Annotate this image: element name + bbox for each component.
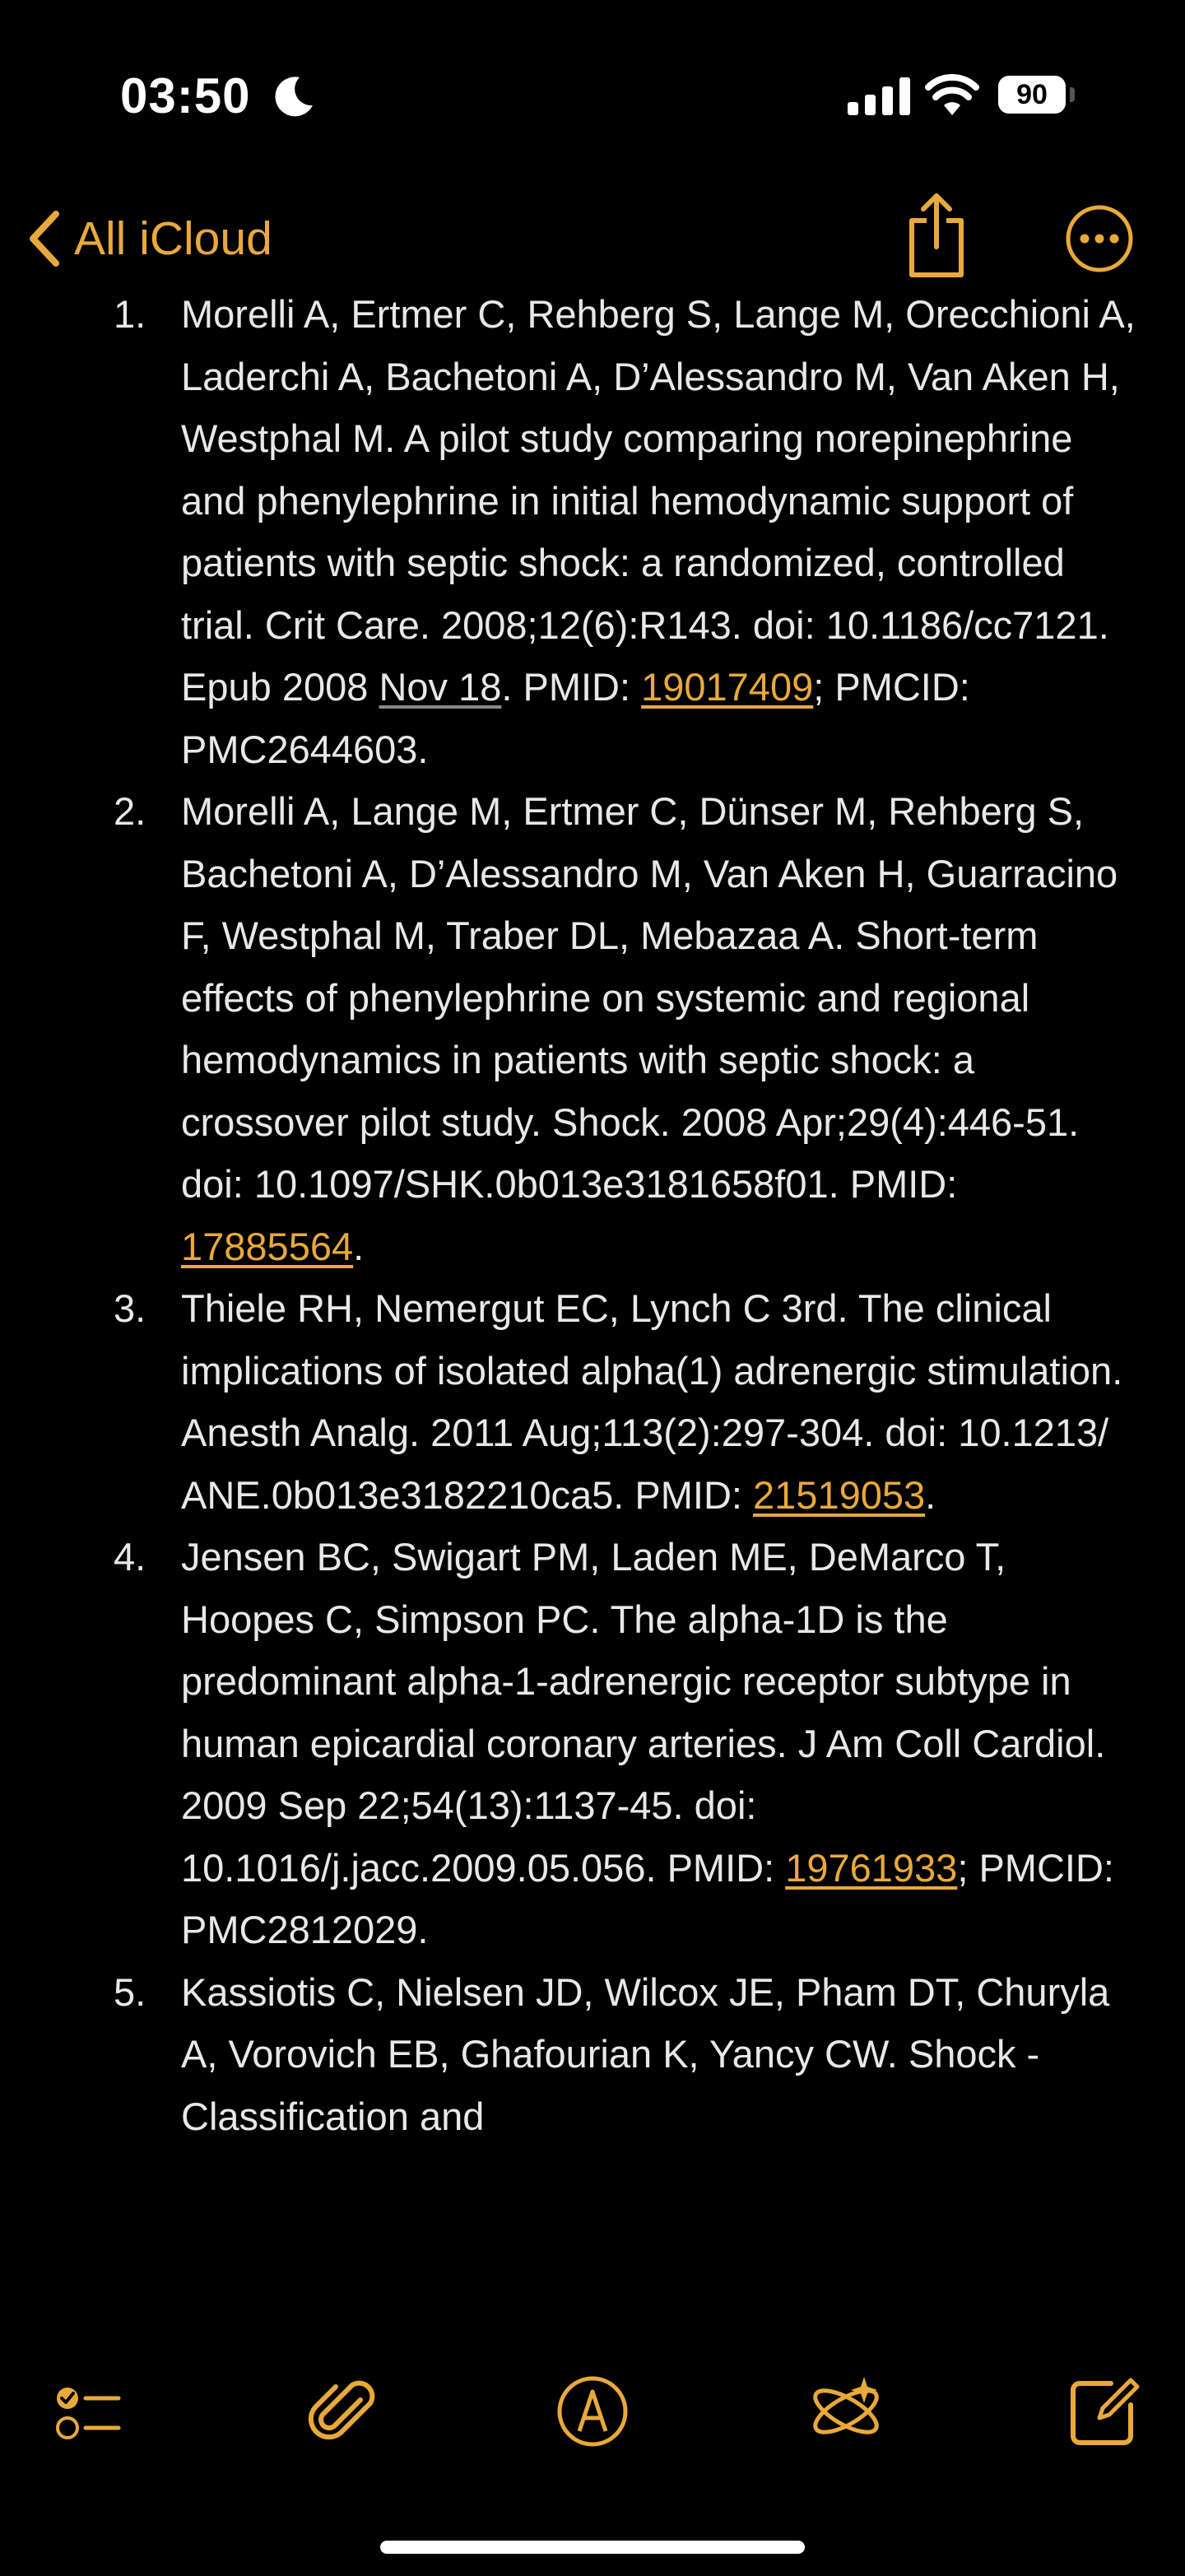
list-item — [0, 283, 1185, 780]
reference-body: Morelli A, Ertmer C, Rehberg S, Lange M, Orecchioni A, Laderchi A, Bachetoni A, D’Alessandro M, Van Aken H, Westphal M. A pilot study comparing norepinephrine and phenylephrine in initial hemodynamic support of patients with septic shock: a randomized, controlled trial. Crit Care. 2008;12(6):R143. doi: 10.1186/cc7121. Epub 2008 — [181, 292, 1136, 709]
list-number: 4. — [114, 1535, 146, 1579]
wifi-icon — [925, 74, 979, 117]
writing-tools-icon — [805, 2370, 887, 2453]
navigation-bar — [0, 173, 1185, 296]
share-icon[interactable] — [904, 191, 969, 281]
battery-tip — [1070, 87, 1075, 102]
note-body[interactable] — [0, 283, 1185, 2324]
pmid-link[interactable]: 21519053 — [753, 1472, 926, 1517]
reference-body: . PMID: — [501, 665, 642, 709]
reference-body: ; PMCID: PMC2644603. — [181, 665, 970, 771]
compose-button[interactable] — [1062, 2370, 1144, 2453]
status-time: 03:50 — [120, 68, 251, 123]
pmid-link[interactable]: 17885564 — [181, 1224, 354, 1268]
status-bar — [0, 0, 1185, 165]
reference-text — [181, 1961, 1136, 2148]
battery-icon — [998, 76, 1066, 114]
reference-body: Jensen BC, Swigart PM, Laden ME, DeMarco T, Hoopes C, Simpson PC. The alpha-1D is the predominant alpha-1-adrenergic receptor subtype in human epicardial coronary arteries. J Am Coll Cardiol. 2009 Sep 22;54(13):1137-45. doi: 10.1016/j.jacc.2009.05.056. PMID: — [181, 1535, 1106, 1890]
pmid-link[interactable]: 19017409 — [641, 665, 814, 709]
markup-pen-icon — [551, 2370, 634, 2453]
reference-body: Thiele RH, Nemergut EC, Lynch C 3rd. The clinical implications of isolated alpha(1) adrenergic stimulation. Anesth Analg. 2011 Aug;113(2):297-304. doi: 10.1213/ ANE.0b013e3182210ca5. PMID: — [181, 1286, 1123, 1517]
checklist-button[interactable] — [44, 2370, 127, 2453]
list-number: 2. — [114, 789, 146, 833]
home-indicator[interactable] — [380, 2541, 805, 2554]
bottom-toolbar — [0, 2354, 1185, 2469]
paperclip-icon — [303, 2370, 385, 2453]
back-button[interactable] — [20, 198, 272, 280]
reference-body: . — [925, 1472, 936, 1517]
list-item — [0, 1526, 1185, 1961]
date-link[interactable]: Nov 18 — [379, 665, 502, 709]
reference-text — [181, 1277, 1136, 1526]
list-number: 5. — [114, 1969, 146, 2014]
reference-body: Morelli A, Lange M, Ertmer C, Dünser M, Rehberg S, Bachetoni A, D’Alessandro M, Van Aken H, Guarracino F, Westphal M, Traber DL, Mebazaa A. Short-term effects of phenylephrine on systemic and regional hemodynamics in patients with septic shock: a crossover pilot study. Shock. 2008 Apr;29(4):446-51. doi: 10.1097/SHK.0b013e3181658f01. PMID: — [181, 789, 1118, 1206]
reference-text — [181, 780, 1136, 1277]
list-number: 3. — [114, 1286, 146, 1330]
markup-button[interactable] — [551, 2370, 634, 2453]
reference-text — [181, 283, 1136, 780]
back-label: All iCloud — [74, 212, 272, 265]
more-icon[interactable] — [1065, 204, 1134, 273]
compose-icon — [1062, 2370, 1144, 2453]
checklist-icon — [44, 2370, 127, 2453]
reference-text — [181, 1526, 1136, 1961]
list-item — [0, 1961, 1185, 2148]
moon-icon — [272, 74, 316, 119]
battery-level: 90 — [1016, 78, 1048, 110]
chevron-left-icon — [20, 206, 66, 272]
writing-tools-button[interactable] — [805, 2370, 887, 2453]
pmid-link[interactable]: 19761933 — [785, 1845, 958, 1890]
attachment-button[interactable] — [303, 2370, 385, 2453]
reference-list — [0, 283, 1185, 2147]
list-number: 1. — [114, 292, 146, 336]
reference-body: ; PMCID: PMC2812029. — [181, 1845, 1114, 1951]
reference-body: . — [353, 1224, 365, 1268]
cellular-signal-icon — [848, 77, 910, 115]
reference-body: Kassiotis C, Nielsen JD, Wilcox JE, Pham DT, Churyla A, Vorovich EB, Ghafourian K, Yancy CW. Shock - Classification and — [181, 1969, 1110, 2138]
list-item — [0, 1277, 1185, 1526]
list-item — [0, 780, 1185, 1277]
